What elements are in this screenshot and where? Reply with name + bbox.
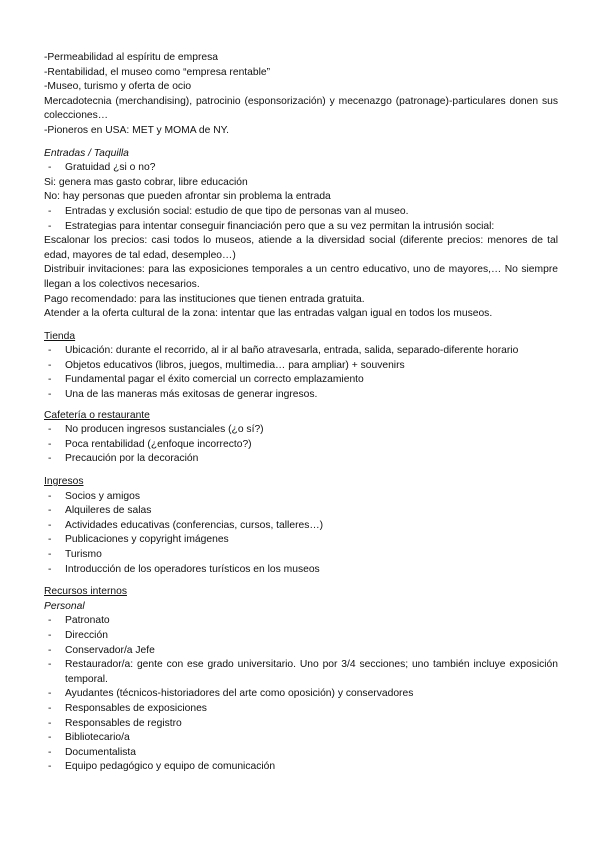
list-item: - Dirección [48,629,108,641]
list-item: - Precaución por la decoración [48,453,199,465]
intro-line: -Pioneros en USA: MET y MOMA de NY. [44,124,230,136]
section-heading: Recursos internos [44,586,127,598]
text-line: Pago recomendado: para las instituciones que tienen entrada gratuita. [44,293,365,305]
intro-line: -Rentabilidad, el museo como “empresa rentable” [44,66,271,78]
text-line: Escalonar los precios: casi todos lo museos, atiende a la diversidad social (diferente precios: menores de tal edad, mayores de tal edad, desempleo…) [44,235,558,261]
list-item: - Conservador/a Jefe [48,644,155,656]
list-item: - Objetos educativos (libros, juegos, multimedia… para ampliar) + souvenirs [48,359,405,371]
intro-block [44,51,558,139]
text-line: Si: genera mas gasto cobrar, libre educación [44,176,248,188]
list-item: - Turismo [48,549,102,560]
list-item: - No producen ingresos sustanciales (¿o sí?) [48,424,264,436]
text-line: Distribuir invitaciones: para las exposiciones temporales a un centro educativo, uno de mayores,… No siempre llegan a los colectivos necesarios. [44,264,558,290]
list-item: - Estrategias para intentar conseguir financiación pero que a su vez permitan la intrusión social: [48,220,495,232]
list-item: - Actividades educativas (conferencias, cursos, talleres…) [48,519,324,531]
list-item: - Publicaciones y copyright imágenes [48,534,229,546]
section-heading: Tienda [44,330,76,342]
section-heading: Entradas / Taquilla [44,147,129,159]
intro-line: Mercadotecnia (merchandising), patrocinio (esponsorización) y mecenazgo (patronage)-particulares donen sus colecciones… [44,95,558,122]
list-item: - Introducción de los operadores turísticos en los museos [48,563,320,575]
list-item: - Socios y amigos [48,490,140,502]
section-ingresos [44,475,558,577]
section-cafeteria [44,409,558,467]
list-item: - Gratuidad ¿si o no? [48,162,156,174]
list-item: - Equipo pedagógico y equipo de comunicación [48,761,276,773]
list-item: - Restaurador/a: gente con ese grado universitario. Uno por 3/4 secciones; uno también incluye exposición temporal. [48,659,558,685]
list-item: - Responsables de exposiciones [48,702,207,714]
section-subheading: Personal [44,600,85,612]
list-item: - Documentalista [48,746,136,758]
section-entradas [44,147,558,322]
section-tienda [44,330,558,403]
text-line: Atender a la oferta cultural de la zona: intentar que las entradas valgan igual en todos los museos. [44,308,493,320]
section-recursos [44,585,558,775]
intro-line: -Permeabilidad al espíritu de empresa [44,52,218,63]
list-item: - Una de las maneras más exitosas de generar ingresos. [48,389,318,401]
document-page [44,51,558,775]
list-item: - Poca rentabilidad (¿enfoque incorrecto?) [48,438,252,450]
list-item: - Ubicación: durante el recorrido, al ir al baño atravesarla, entrada, salida, separado-diferente horario [48,345,519,357]
section-heading: Cafetería o restaurante [44,409,150,421]
list-item: - Bibliotecario/a [48,732,130,744]
list-item: - Ayudantes (técnicos-historiadores del arte como oposición) y conservadores [48,688,414,700]
intro-line: -Museo, turismo y oferta de ocio [44,81,192,93]
list-item: - Patronato [48,615,110,627]
list-item: - Alquileres de salas [48,505,152,517]
section-heading: Ingresos [44,476,84,488]
list-item: - Entradas y exclusión social: estudio de que tipo de personas van al museo. [48,205,409,217]
text-line: No: hay personas que pueden afrontar sin problema la entrada [44,191,331,203]
list-item: - Responsables de registro [48,717,182,729]
list-item: - Fundamental pagar el éxito comercial un correcto emplazamiento [48,374,364,386]
